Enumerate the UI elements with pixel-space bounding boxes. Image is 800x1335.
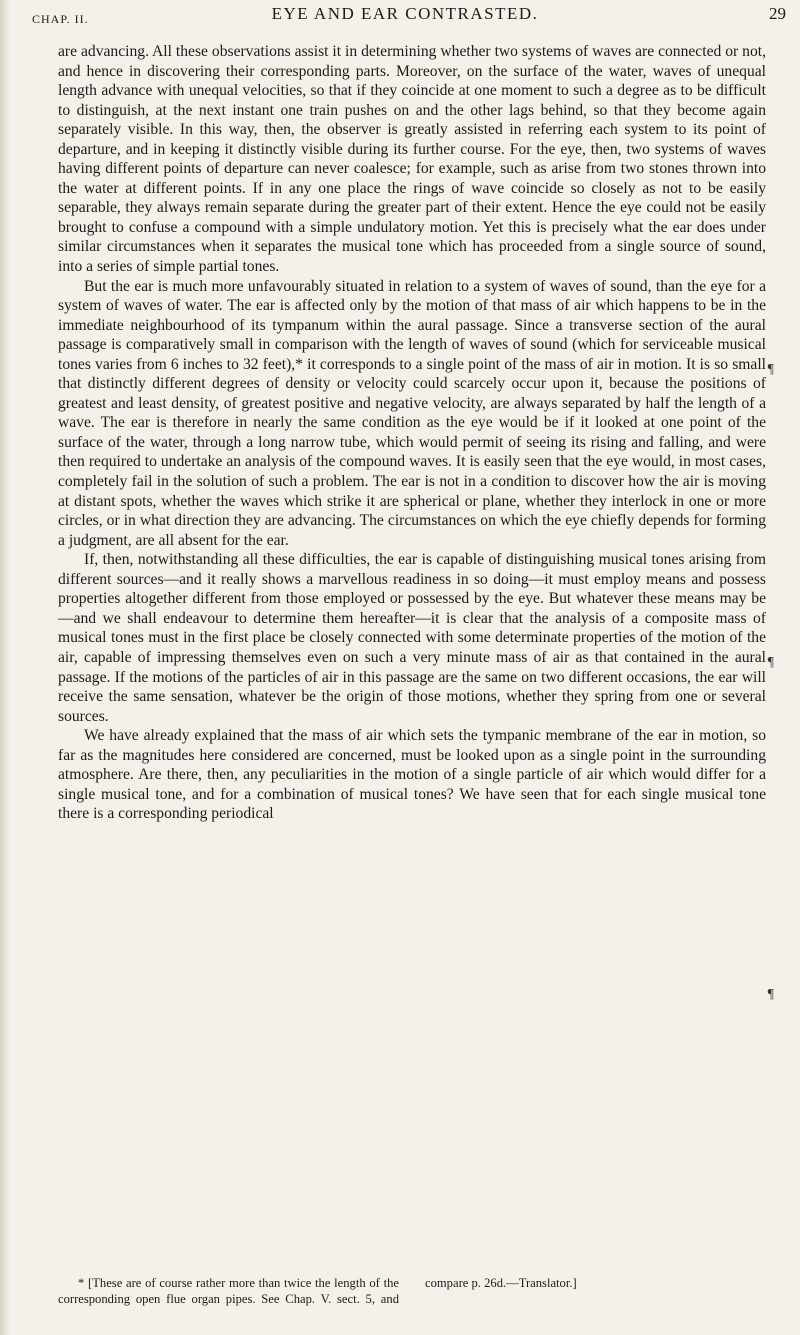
running-title: EYE AND EAR CONTRASTED. <box>271 4 539 23</box>
page-number: 29 <box>769 4 786 23</box>
margin-pilcrow-2: ¶ <box>767 655 774 670</box>
margin-pilcrow-3: ¶ <box>767 987 774 1002</box>
footnote-text: * [These are of course rather more than twice the length of the corresponding open flue organ pipes. See Chap. V. sect. 5, and compare p. 26d.—Translator.] <box>58 1276 577 1306</box>
chapter-label: CHAP. II. <box>32 12 89 26</box>
paragraph-1: are advancing. All these observations assist it in determining whether two systems of waves are connected or not, and hence in discovering their corresponding parts. Moreover, on the surface of the water, waves of unequal length advance with unequal velocities, so that if they coincide at one moment to such a degree as to be difficult to distinguish, at the next instant one train pushes on and the other lags behind, so that they become again separately visible. In this way, then, the observer is greatly assisted in referring each system to its point of departure, and in keeping it distinctly visible during its further course. For the eye, then, two systems of waves having different points of departure can never coalesce; for example, such as arise from two stones thrown into the water at different points. If in any one place the rings of wave coincide so closely as not to be easily separable, they always remain separate during the greater part of their extent. Hence the eye could not be easily brought to confuse a compound with a simple undulatory motion. Yet this is precisely what the ear does under similar circumstances when it separates the musical tone which has proceeded from a single source of sound, into a series of simple partial tones. <box>58 43 766 276</box>
binding-shadow <box>0 0 10 1335</box>
running-header <box>24 4 786 34</box>
paragraph-4: We have already explained that the mass of air which sets the tympanic membrane of the ear in motion, so far as the magnitudes here considered are concerned, must be looked upon as a single point in the surrounding atmosphere. Are there, then, any peculiarities in the motion of a single particle of air which would differ for a single musical tone, and for a combination of musical tones? We have seen that for each single musical tone there is a corresponding periodical <box>58 727 766 823</box>
margin-pilcrow-1: ¶ <box>767 362 774 377</box>
footnote <box>58 1276 766 1307</box>
body-text <box>58 42 766 824</box>
paragraph-2: But the ear is much more unfavourably situated in relation to a system of waves of sound, than the eye for a system of waves of water. The ear is affected only by the motion of that mass of air which happens to be in the immediate neighbourhood of its tympanum within the aural passage. Since a transverse section of the aural passage is comparatively small in comparison with the length of waves of sound (which for serviceable musical tones varies from 6 inches to 32 feet),* it corresponds to a single point of the mass of air in motion. It is so small that distinctly different degrees of density or velocity could scarcely occur upon it, because the positions of greatest and least density, of greatest positive and negative velocity, are always separated by half the length of a wave. The ear is therefore in nearly the same condition as the eye would be if it looked at one point of the surface of the water, through a long narrow tube, which would permit of seeing its rising and falling, and were then required to undertake an analysis of the compound waves. It is easily seen that the eye would, in most cases, completely fail in the solution of such a problem. The ear is not in a condition to discover how the air is moving at distant spots, whether the waves which strike it are spherical or plane, whether they interlock in one or more circles, or in what direction they are advancing. The circumstances on which the eye chiefly depends for forming a judgment, are all absent for the ear. <box>58 277 766 549</box>
paragraph-3: If, then, notwithstanding all these difficulties, the ear is capable of distinguishing musical tones arising from different sources—and it really shows a marvellous readiness in so doing—it must employ means and possess properties altogether different from those employed or possessed by the eye. But whatever these means may be—and we shall endeavour to determine them hereafter—it is clear that the analysis of a composite mass of musical tones must in the first place be closely connected with some determinate properties of the motion of the air, capable of impressing themselves even on such a very minute mass of air as that contained in the aural passage. If the motions of the particles of air in this passage are the same on two different occasions, the ear will receive the same sensation, whatever be the origin of those motions, whether they spring from one or several sources. <box>58 551 766 725</box>
